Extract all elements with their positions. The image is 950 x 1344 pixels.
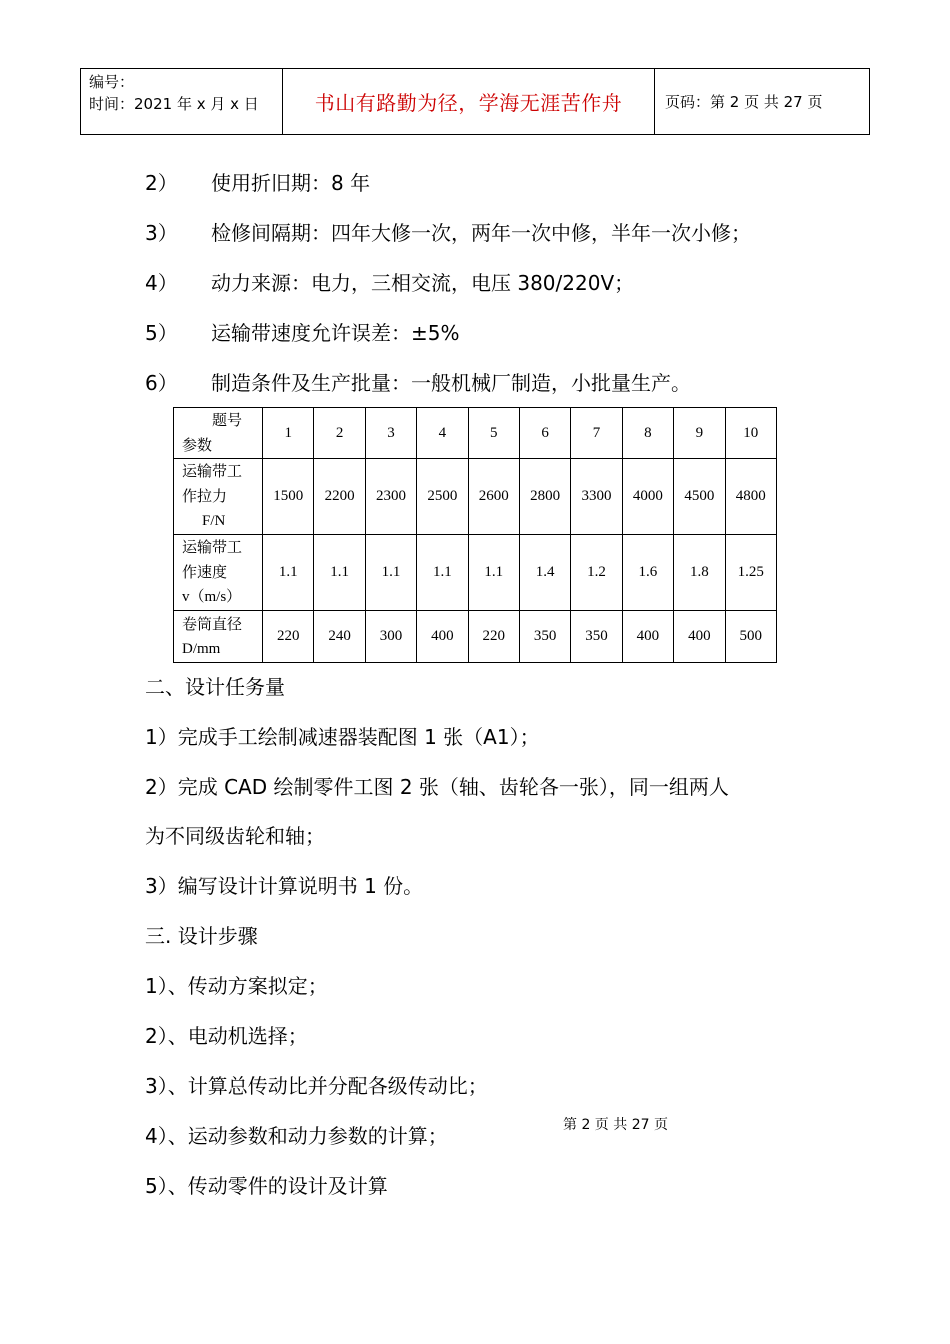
- table-cell: 1.4: [519, 535, 570, 611]
- column-header: 5: [468, 408, 519, 459]
- table-cell: 350: [571, 611, 622, 663]
- section-heading-tasks: 二、设计任务量: [145, 675, 285, 699]
- row-header: [174, 611, 263, 663]
- table-cell: 1.8: [674, 535, 725, 611]
- condition-text: 使用折旧期：8 年: [211, 171, 371, 195]
- step-item: 2）、电动机选择；: [145, 1024, 308, 1048]
- table-row: [174, 459, 777, 535]
- document-number-label: 编号：: [89, 73, 135, 91]
- header-page-info: 页码：第 2 页 共 27 页: [665, 93, 823, 111]
- document-date: 时间：2021 年 x 月 x 日: [89, 95, 259, 113]
- condition-number: 4）: [145, 271, 178, 295]
- table-cell: 4000: [622, 459, 673, 535]
- table-cell: 2300: [365, 459, 416, 535]
- table-cell: 400: [417, 611, 468, 663]
- condition-number: 6）: [145, 371, 178, 395]
- task-item: 为不同级齿轮和轴；: [145, 824, 325, 848]
- column-header: 4: [417, 408, 468, 459]
- table-cell: 400: [622, 611, 673, 663]
- table-cell: 300: [365, 611, 416, 663]
- condition-item: [145, 269, 634, 297]
- step-item: 1）、传动方案拟定；: [145, 974, 328, 998]
- condition-text: 运输带速度允许误差：±5%: [211, 321, 460, 345]
- header-meta: [81, 69, 283, 134]
- row-header-line: 作拉力: [182, 487, 228, 505]
- task-item: 3）编写设计计算说明书 1 份。: [145, 874, 424, 898]
- row-header-unit: v（m/s）: [182, 589, 242, 605]
- row-header-line: 卷筒直径: [182, 614, 243, 633]
- table-cell: 220: [263, 611, 314, 663]
- table-cell: 1.1: [468, 535, 519, 611]
- table-header-row: [174, 408, 777, 459]
- condition-number: 5）: [145, 321, 178, 345]
- column-header: 3: [365, 408, 416, 459]
- row-header: [174, 535, 263, 611]
- table-cell: 2600: [468, 459, 519, 535]
- table-cell: 1.1: [314, 535, 365, 611]
- footer-page-number: 第 2 页 共 27 页: [563, 1117, 668, 1133]
- row-header-line: 运输带工: [182, 538, 243, 556]
- row-header-unit: D/mm: [182, 640, 221, 657]
- table-row: [174, 611, 777, 663]
- task-item: 1）完成手工绘制减速器装配图 1 张（A1）；: [145, 725, 540, 749]
- table-cell: 1.1: [365, 535, 416, 611]
- column-header: 9: [674, 408, 725, 459]
- task-item: 2）完成 CAD 绘制零件工图 2 张（轴、齿轮各一张），同一组两人: [145, 775, 729, 799]
- step-item: 4）、运动参数和动力参数的计算；: [145, 1124, 448, 1148]
- condition-number: 3）: [145, 221, 178, 245]
- table-cell: 1500: [263, 459, 314, 535]
- column-header: 2: [314, 408, 365, 459]
- header-motto: 书山有路勤为径，学海无涯苦作舟: [283, 69, 655, 134]
- table-cell: 400: [674, 611, 725, 663]
- corner-top-label: 题号: [212, 411, 243, 429]
- condition-item: [145, 169, 370, 197]
- table-cell: 240: [314, 611, 365, 663]
- table-cell: 3300: [571, 459, 622, 535]
- section-heading-steps: 三. 设计步骤: [145, 924, 258, 948]
- condition-number: 2）: [145, 171, 178, 195]
- condition-text: 制造条件及生产批量：一般机械厂制造，小批量生产。: [211, 371, 691, 395]
- step-item: 3）、计算总传动比并分配各级传动比；: [145, 1074, 488, 1098]
- table-cell: 2800: [519, 459, 570, 535]
- table-cell: 1.25: [725, 535, 776, 611]
- table-cell: 2500: [417, 459, 468, 535]
- table-cell: 4500: [674, 459, 725, 535]
- column-header: 1: [263, 408, 314, 459]
- condition-item: [145, 319, 460, 347]
- row-header-unit: F/N: [202, 513, 226, 529]
- row-header-line: 运输带工: [182, 462, 243, 480]
- condition-text: 检修间隔期：四年大修一次，两年一次中修，半年一次小修；: [211, 221, 751, 245]
- condition-item: [145, 369, 691, 397]
- table-cell: 1.2: [571, 535, 622, 611]
- step-item: 5）、传动零件的设计及计算: [145, 1174, 388, 1198]
- table-cell: 2200: [314, 459, 365, 535]
- parameter-table: [173, 407, 777, 663]
- condition-text: 动力来源：电力，三相交流，电压 380/220V；: [211, 271, 635, 295]
- table-cell: 1.1: [417, 535, 468, 611]
- table-cell: 220: [468, 611, 519, 663]
- condition-item: [145, 219, 751, 247]
- table-cell: 1.6: [622, 535, 673, 611]
- page-header: [80, 68, 870, 135]
- row-header-line: 作速度: [182, 563, 228, 581]
- column-header: 7: [571, 408, 622, 459]
- table-cell: 500: [725, 611, 776, 663]
- column-header: 8: [622, 408, 673, 459]
- column-header: 10: [725, 408, 776, 459]
- column-header: 6: [519, 408, 570, 459]
- table-cell: 350: [519, 611, 570, 663]
- table-cell: 4800: [725, 459, 776, 535]
- table-row: [174, 535, 777, 611]
- table-corner-cell: [174, 408, 263, 459]
- table-cell: 1.1: [263, 535, 314, 611]
- corner-bottom-label: 参数: [182, 436, 213, 454]
- row-header: [174, 459, 263, 535]
